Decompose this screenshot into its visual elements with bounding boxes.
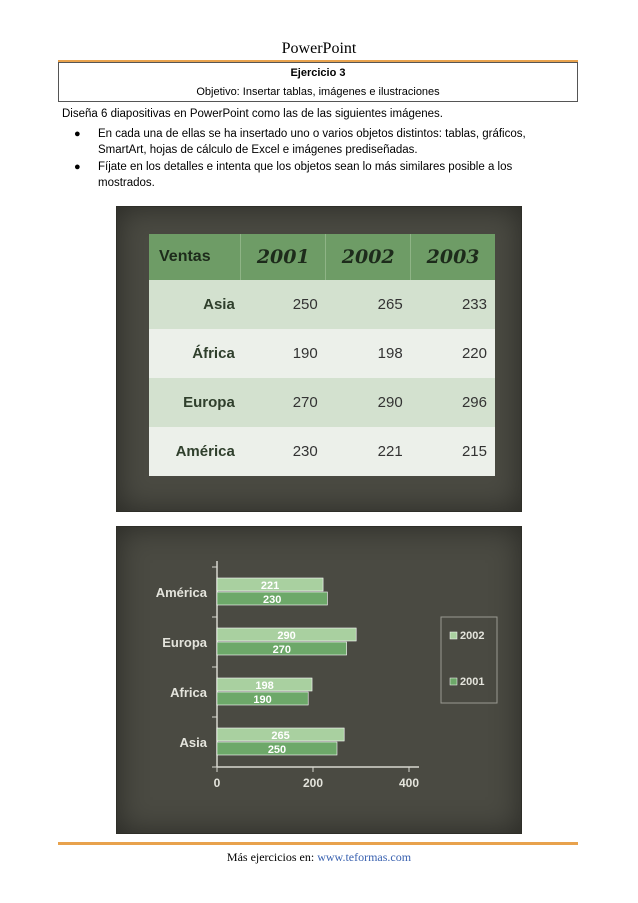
table-cell: América — [149, 427, 241, 476]
footer-link[interactable]: www.teformas.com — [317, 850, 412, 864]
exercise-title: Ejercicio 3 — [290, 67, 346, 79]
category-label: América — [155, 585, 207, 600]
category-label: Asia — [179, 735, 207, 750]
legend-swatch — [450, 632, 457, 639]
bullet-icon: ● — [74, 161, 81, 173]
data-label: 250 — [267, 744, 287, 756]
table-cell: 296 — [411, 378, 495, 427]
footer-prefix: Más ejercicios en: — [226, 850, 318, 864]
data-label: 230 — [263, 594, 282, 606]
table-header: Ventas — [149, 234, 241, 280]
category-label: Europa — [162, 635, 207, 650]
list-item — [62, 126, 552, 158]
x-tick-label: 200 — [302, 776, 324, 790]
table-cell: África — [149, 329, 241, 378]
exercise-objective: Objetivo: Insertar tablas, imágenes e ilustraciones — [196, 86, 440, 98]
table-row — [149, 427, 495, 476]
table-cell: Asia — [149, 280, 241, 329]
bar-chart — [117, 527, 521, 833]
table-row — [149, 280, 495, 329]
sales-table — [149, 234, 495, 476]
table-cell: 250 — [241, 280, 326, 329]
table-cell: 290 — [326, 378, 411, 427]
slide-table-image — [116, 206, 522, 512]
table-cell: 230 — [241, 427, 326, 476]
bullet-icon: ● — [74, 128, 81, 140]
data-label: 265 — [271, 730, 290, 742]
table-cell: 198 — [326, 329, 411, 378]
legend-label: 2001 — [460, 676, 485, 688]
list-item-text: Fíjate en los detalles e intenta que los objetos sean lo más similares posible a los mostrados. — [98, 161, 513, 189]
legend-swatch — [450, 678, 457, 685]
table-header-row — [149, 234, 495, 280]
slide-chart-image — [116, 526, 522, 834]
list-item-text: En cada una de ellas se ha insertado uno o varios objetos distintos: tablas, gráficos, SmartArt, hojas de cálculo de Excel e imágenes prediseñadas. — [98, 128, 526, 156]
table-cell: 215 — [411, 427, 495, 476]
table-header: 2003 — [411, 234, 495, 280]
data-label: 270 — [272, 644, 291, 656]
table-cell: Europa — [149, 378, 241, 427]
data-label: 290 — [277, 630, 296, 642]
data-label: 198 — [255, 680, 274, 692]
list-item — [62, 159, 552, 191]
category-label: Africa — [170, 685, 207, 700]
table-cell: 221 — [326, 427, 411, 476]
table-header: 2001 — [241, 234, 326, 280]
table-row — [149, 378, 495, 427]
table-cell: 270 — [241, 378, 326, 427]
table-cell: 220 — [411, 329, 495, 378]
footer-rule — [58, 842, 578, 845]
x-tick-label: 0 — [213, 776, 221, 790]
data-label: 190 — [253, 694, 272, 706]
page-footer — [0, 850, 638, 865]
exercise-box — [58, 62, 578, 102]
data-label: 221 — [260, 580, 280, 592]
intro-text: Diseña 6 diapositivas en PowerPoint como las de las siguientes imágenes. — [62, 108, 443, 120]
instruction-list — [62, 126, 552, 192]
table-cell: 265 — [326, 280, 411, 329]
page-title: PowerPoint — [281, 40, 357, 57]
table-cell: 190 — [241, 329, 326, 378]
table-row — [149, 329, 495, 378]
legend-label: 2002 — [460, 630, 485, 642]
x-tick-label: 400 — [398, 776, 420, 790]
table-header: 2002 — [326, 234, 411, 280]
table-cell: 233 — [411, 280, 495, 329]
